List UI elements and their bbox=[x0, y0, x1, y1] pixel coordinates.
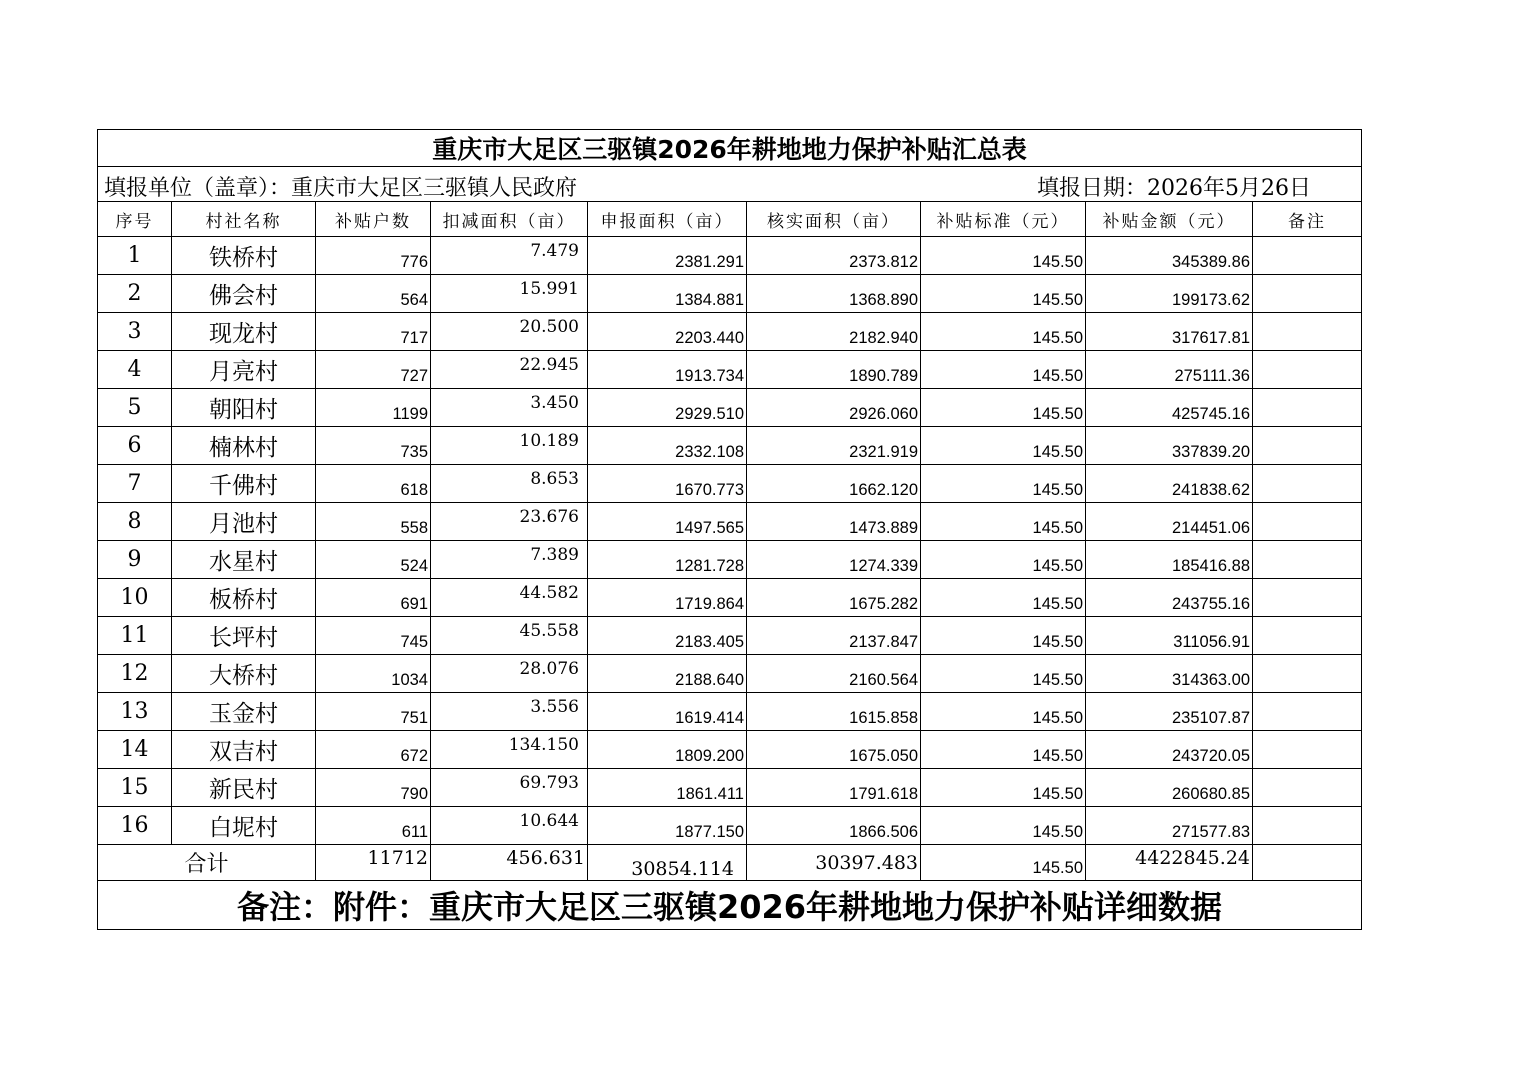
total-deducted: 456.631 bbox=[431, 845, 588, 881]
deducted-area-cell: 44.582 bbox=[431, 579, 588, 617]
deducted-area-cell: 8.653 bbox=[431, 465, 588, 503]
verified-area-cell: 1274.339 bbox=[747, 541, 921, 579]
reporting-unit: 填报单位（盖章）：重庆市大足区三驱镇人民政府 bbox=[104, 176, 578, 201]
subsidy-amount-cell: 241838.62 bbox=[1086, 465, 1253, 503]
declared-area-cell: 2203.440 bbox=[588, 313, 747, 351]
verified-area-cell: 1615.858 bbox=[747, 693, 921, 731]
subsidy-standard-cell: 145.50 bbox=[921, 731, 1086, 769]
subsidy-summary-table bbox=[97, 129, 1362, 930]
village-name: 月池村 bbox=[172, 503, 316, 541]
subsidy-standard-cell: 145.50 bbox=[921, 313, 1086, 351]
subsidy-standard-cell: 145.50 bbox=[921, 769, 1086, 807]
declared-area-cell: 1877.150 bbox=[588, 807, 747, 845]
row-number: 12 bbox=[98, 655, 172, 693]
verified-area-cell: 1662.120 bbox=[747, 465, 921, 503]
subsidy-amount-cell: 271577.83 bbox=[1086, 807, 1253, 845]
declared-area-cell: 1497.565 bbox=[588, 503, 747, 541]
header-village: 村社名称 bbox=[172, 202, 316, 237]
table-row bbox=[98, 579, 1362, 617]
subsidy-standard-cell: 145.50 bbox=[921, 275, 1086, 313]
remark-cell bbox=[1253, 427, 1362, 465]
declared-area-cell: 2332.108 bbox=[588, 427, 747, 465]
subsidy-amount-cell: 337839.20 bbox=[1086, 427, 1253, 465]
reporting-date: 填报日期：2026年5月26日 bbox=[1037, 176, 1311, 201]
verified-area-cell: 1866.506 bbox=[747, 807, 921, 845]
village-name: 楠林村 bbox=[172, 427, 316, 465]
households-cell: 717 bbox=[316, 313, 431, 351]
verified-area-cell: 1791.618 bbox=[747, 769, 921, 807]
subsidy-amount-cell: 199173.62 bbox=[1086, 275, 1253, 313]
households-cell: 790 bbox=[316, 769, 431, 807]
row-number: 3 bbox=[98, 313, 172, 351]
subsidy-standard-cell: 145.50 bbox=[921, 541, 1086, 579]
verified-area-cell: 1368.890 bbox=[747, 275, 921, 313]
table-row bbox=[98, 275, 1362, 313]
households-cell: 727 bbox=[316, 351, 431, 389]
subsidy-amount-cell: 311056.91 bbox=[1086, 617, 1253, 655]
village-name: 大桥村 bbox=[172, 655, 316, 693]
total-declared: 30854.114 bbox=[588, 845, 747, 881]
row-number: 14 bbox=[98, 731, 172, 769]
footnote: 备注：附件：重庆市大足区三驱镇2026年耕地地力保护补贴详细数据 bbox=[98, 881, 1362, 930]
verified-area-cell: 1890.789 bbox=[747, 351, 921, 389]
row-number: 6 bbox=[98, 427, 172, 465]
deducted-area-cell: 134.150 bbox=[431, 731, 588, 769]
header-verified: 核实面积（亩） bbox=[747, 202, 921, 237]
village-name: 长坪村 bbox=[172, 617, 316, 655]
table-row bbox=[98, 541, 1362, 579]
households-cell: 611 bbox=[316, 807, 431, 845]
row-number: 16 bbox=[98, 807, 172, 845]
remark-cell bbox=[1253, 579, 1362, 617]
table-row bbox=[98, 427, 1362, 465]
header-amount: 补贴金额（元） bbox=[1086, 202, 1253, 237]
declared-area-cell: 2188.640 bbox=[588, 655, 747, 693]
remark-cell bbox=[1253, 237, 1362, 275]
remark-cell bbox=[1253, 351, 1362, 389]
total-row bbox=[98, 845, 1362, 881]
village-name: 佛会村 bbox=[172, 275, 316, 313]
row-number: 15 bbox=[98, 769, 172, 807]
remark-cell bbox=[1253, 769, 1362, 807]
households-cell: 618 bbox=[316, 465, 431, 503]
total-remark bbox=[1253, 845, 1362, 881]
declared-area-cell: 2183.405 bbox=[588, 617, 747, 655]
village-name: 板桥村 bbox=[172, 579, 316, 617]
subsidy-standard-cell: 145.50 bbox=[921, 503, 1086, 541]
households-cell: 691 bbox=[316, 579, 431, 617]
remark-cell bbox=[1253, 731, 1362, 769]
deducted-area-cell: 23.676 bbox=[431, 503, 588, 541]
declared-area-cell: 1913.734 bbox=[588, 351, 747, 389]
table-row bbox=[98, 769, 1362, 807]
remark-cell bbox=[1253, 389, 1362, 427]
row-number: 9 bbox=[98, 541, 172, 579]
households-cell: 735 bbox=[316, 427, 431, 465]
village-name: 玉金村 bbox=[172, 693, 316, 731]
verified-area-cell: 2160.564 bbox=[747, 655, 921, 693]
row-number: 5 bbox=[98, 389, 172, 427]
table-row bbox=[98, 693, 1362, 731]
village-name: 月亮村 bbox=[172, 351, 316, 389]
households-cell: 564 bbox=[316, 275, 431, 313]
header-no: 序号 bbox=[98, 202, 172, 237]
declared-area-cell: 1861.411 bbox=[588, 769, 747, 807]
subsidy-amount-cell: 243755.16 bbox=[1086, 579, 1253, 617]
subsidy-standard-cell: 145.50 bbox=[921, 693, 1086, 731]
deducted-area-cell: 3.556 bbox=[431, 693, 588, 731]
subsidy-amount-cell: 425745.16 bbox=[1086, 389, 1253, 427]
row-number: 8 bbox=[98, 503, 172, 541]
row-number: 10 bbox=[98, 579, 172, 617]
row-number: 2 bbox=[98, 275, 172, 313]
remark-cell bbox=[1253, 807, 1362, 845]
header-households: 补贴户数 bbox=[316, 202, 431, 237]
village-name: 铁桥村 bbox=[172, 237, 316, 275]
remark-cell bbox=[1253, 693, 1362, 731]
deducted-area-cell: 22.945 bbox=[431, 351, 588, 389]
deducted-area-cell: 10.644 bbox=[431, 807, 588, 845]
table-row bbox=[98, 351, 1362, 389]
declared-area-cell: 1281.728 bbox=[588, 541, 747, 579]
subsidy-amount-cell: 317617.81 bbox=[1086, 313, 1253, 351]
table-row bbox=[98, 465, 1362, 503]
remark-cell bbox=[1253, 617, 1362, 655]
verified-area-cell: 1675.050 bbox=[747, 731, 921, 769]
subsidy-amount-cell: 243720.05 bbox=[1086, 731, 1253, 769]
header-row bbox=[98, 202, 1362, 237]
deducted-area-cell: 7.389 bbox=[431, 541, 588, 579]
remark-cell bbox=[1253, 465, 1362, 503]
row-number: 13 bbox=[98, 693, 172, 731]
subsidy-amount-cell: 275111.36 bbox=[1086, 351, 1253, 389]
verified-area-cell: 2321.919 bbox=[747, 427, 921, 465]
village-name: 现龙村 bbox=[172, 313, 316, 351]
table-row bbox=[98, 807, 1362, 845]
total-label: 合计 bbox=[98, 845, 316, 881]
deducted-area-cell: 15.991 bbox=[431, 275, 588, 313]
table-row bbox=[98, 617, 1362, 655]
subsidy-standard-cell: 145.50 bbox=[921, 579, 1086, 617]
village-name: 千佛村 bbox=[172, 465, 316, 503]
declared-area-cell: 1384.881 bbox=[588, 275, 747, 313]
declared-area-cell: 1670.773 bbox=[588, 465, 747, 503]
row-number: 11 bbox=[98, 617, 172, 655]
subsidy-amount-cell: 185416.88 bbox=[1086, 541, 1253, 579]
info-row bbox=[98, 167, 1362, 202]
village-name: 新民村 bbox=[172, 769, 316, 807]
header-standard: 补贴标准（元） bbox=[921, 202, 1086, 237]
subsidy-standard-cell: 145.50 bbox=[921, 655, 1086, 693]
subsidy-standard-cell: 145.50 bbox=[921, 389, 1086, 427]
subsidy-standard-cell: 145.50 bbox=[921, 617, 1086, 655]
table-row bbox=[98, 655, 1362, 693]
deducted-area-cell: 3.450 bbox=[431, 389, 588, 427]
subsidy-amount-cell: 345389.86 bbox=[1086, 237, 1253, 275]
declared-area-cell: 1809.200 bbox=[588, 731, 747, 769]
subsidy-standard-cell: 145.50 bbox=[921, 807, 1086, 845]
subsidy-standard-cell: 145.50 bbox=[921, 351, 1086, 389]
households-cell: 1034 bbox=[316, 655, 431, 693]
remark-cell bbox=[1253, 313, 1362, 351]
row-number: 4 bbox=[98, 351, 172, 389]
declared-area-cell: 2381.291 bbox=[588, 237, 747, 275]
verified-area-cell: 1675.282 bbox=[747, 579, 921, 617]
deducted-area-cell: 28.076 bbox=[431, 655, 588, 693]
households-cell: 558 bbox=[316, 503, 431, 541]
subsidy-amount-cell: 260680.85 bbox=[1086, 769, 1253, 807]
deducted-area-cell: 69.793 bbox=[431, 769, 588, 807]
header-declared: 申报面积（亩） bbox=[588, 202, 747, 237]
header-remark: 备注 bbox=[1253, 202, 1362, 237]
subsidy-amount-cell: 314363.00 bbox=[1086, 655, 1253, 693]
deducted-area-cell: 10.189 bbox=[431, 427, 588, 465]
verified-area-cell: 2137.847 bbox=[747, 617, 921, 655]
table-row bbox=[98, 237, 1362, 275]
village-name: 水星村 bbox=[172, 541, 316, 579]
households-cell: 745 bbox=[316, 617, 431, 655]
deducted-area-cell: 20.500 bbox=[431, 313, 588, 351]
total-amount: 4422845.24 bbox=[1086, 845, 1253, 881]
remark-cell bbox=[1253, 275, 1362, 313]
subsidy-standard-cell: 145.50 bbox=[921, 465, 1086, 503]
households-cell: 776 bbox=[316, 237, 431, 275]
households-cell: 672 bbox=[316, 731, 431, 769]
verified-area-cell: 2373.812 bbox=[747, 237, 921, 275]
table-title: 重庆市大足区三驱镇2026年耕地地力保护补贴汇总表 bbox=[98, 130, 1362, 167]
total-standard: 145.50 bbox=[921, 845, 1086, 881]
subsidy-amount-cell: 235107.87 bbox=[1086, 693, 1253, 731]
remark-cell bbox=[1253, 541, 1362, 579]
table-row bbox=[98, 389, 1362, 427]
header-deducted: 扣减面积（亩） bbox=[431, 202, 588, 237]
village-name: 白坭村 bbox=[172, 807, 316, 845]
total-verified: 30397.483 bbox=[747, 845, 921, 881]
verified-area-cell: 2926.060 bbox=[747, 389, 921, 427]
households-cell: 1199 bbox=[316, 389, 431, 427]
households-cell: 524 bbox=[316, 541, 431, 579]
village-name: 双吉村 bbox=[172, 731, 316, 769]
deducted-area-cell: 45.558 bbox=[431, 617, 588, 655]
households-cell: 751 bbox=[316, 693, 431, 731]
declared-area-cell: 1619.414 bbox=[588, 693, 747, 731]
table-row bbox=[98, 731, 1362, 769]
row-number: 7 bbox=[98, 465, 172, 503]
table-row bbox=[98, 313, 1362, 351]
total-households: 11712 bbox=[316, 845, 431, 881]
verified-area-cell: 2182.940 bbox=[747, 313, 921, 351]
remark-cell bbox=[1253, 503, 1362, 541]
verified-area-cell: 1473.889 bbox=[747, 503, 921, 541]
deducted-area-cell: 7.479 bbox=[431, 237, 588, 275]
subsidy-amount-cell: 214451.06 bbox=[1086, 503, 1253, 541]
table-row bbox=[98, 503, 1362, 541]
subsidy-standard-cell: 145.50 bbox=[921, 237, 1086, 275]
remark-cell bbox=[1253, 655, 1362, 693]
row-number: 1 bbox=[98, 237, 172, 275]
declared-area-cell: 1719.864 bbox=[588, 579, 747, 617]
village-name: 朝阳村 bbox=[172, 389, 316, 427]
declared-area-cell: 2929.510 bbox=[588, 389, 747, 427]
subsidy-standard-cell: 145.50 bbox=[921, 427, 1086, 465]
